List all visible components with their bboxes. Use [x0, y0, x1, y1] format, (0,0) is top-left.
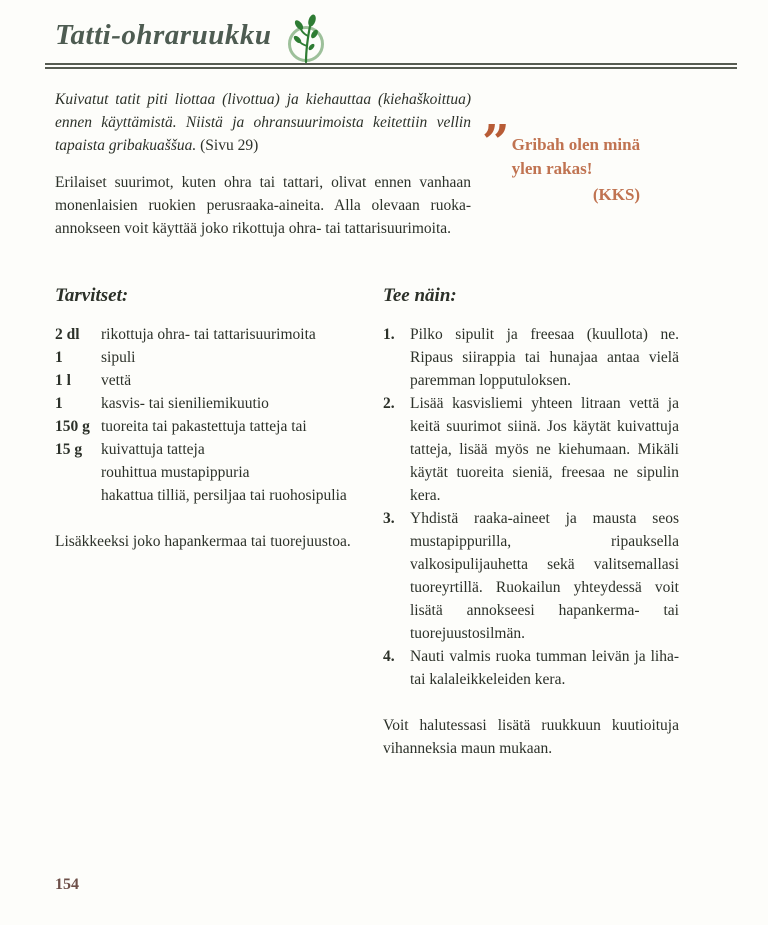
- page-number: 154: [55, 876, 79, 893]
- instruction-step: [383, 323, 679, 392]
- ingredients-list: [55, 323, 385, 507]
- instruction-step: [383, 507, 679, 645]
- ingredient-name: rouhittua mustapippuria: [101, 464, 250, 481]
- double-rule: [45, 63, 737, 69]
- quote-mark-icon: ”: [482, 115, 510, 171]
- sprout-icon: [283, 14, 329, 69]
- ingredient-row: [55, 484, 385, 507]
- ingredient-name: rikottuja ohra- tai tattarisuurimoita: [101, 326, 316, 343]
- ingredient-name: vettä: [101, 372, 132, 389]
- tip-note: Voit halutessasi lisätä ruukkuun kuutioituja vihanneksia maun mukaan.: [383, 717, 679, 757]
- ingredient-row: [55, 346, 385, 369]
- ingredient-name: tuoreita tai pakastettuja tatteja tai: [101, 418, 307, 435]
- ingredient-row: [55, 415, 385, 438]
- intro-italic-text: Kuivatut tatit piti liottaa (livottua) ja kiehauttaa (kiehaškoittua) ennen käyttämistä. Niistä ja ohransuurimoista keitettiin vellin tapaista gribakuaššua.: [55, 91, 471, 154]
- ingredient-quantity: 2 dl: [55, 326, 80, 343]
- quote-attribution: (KKS): [592, 185, 641, 204]
- ingredient-quantity: [55, 461, 101, 484]
- serving-note: Lisäkkeeksi joko hapankermaa tai tuorejuustoa.: [55, 533, 351, 550]
- description-paragraph: Erilaiset suurimot, kuten ohra tai tattari, olivat ennen vanhaan monenlaisien ruokien perusraaka-aineita. Alla olevaan ruoka-annokseen voit käyttää joko rikottuja ohra- tai tattarisuurimoita.: [55, 174, 471, 237]
- pull-quote: [482, 115, 641, 207]
- instructions-heading: Tee näin:: [383, 285, 457, 306]
- page-title: Tatti-ohraruukku: [55, 19, 272, 51]
- ingredient-name: kuivattuja tatteja: [101, 441, 205, 458]
- ingredient-quantity: 1 l: [55, 372, 71, 389]
- ingredient-quantity: 1: [55, 395, 63, 412]
- quote-line-2: ylen rakas!: [511, 159, 593, 178]
- instruction-step: [383, 392, 679, 507]
- ingredient-name: kasvis- tai sieniliemikuutio: [101, 395, 269, 412]
- lead-column: [55, 88, 471, 240]
- quote-line-1: Gribah olen minä: [511, 135, 641, 154]
- instructions-list: [383, 323, 679, 691]
- quote-text-block: [512, 126, 640, 207]
- ingredient-quantity: 1: [55, 349, 63, 366]
- title-row: [45, 14, 737, 60]
- step-text: Lisää kasvisliemi yhteen litraan vettä ja keitä suurimot siinä. Jos käytät kuivattuja tatteja, lisää myös ne kiehumaan. Mikäli käytät tuoreita sieniä, freesaa ne sipulin kera.: [410, 395, 679, 504]
- step-number: 2.: [383, 395, 395, 412]
- ingredient-row: [55, 323, 385, 346]
- ingredients-heading: Tarvitset:: [55, 285, 129, 306]
- ingredient-row: [55, 438, 385, 461]
- ingredient-name: hakattua tilliä, persiljaa tai ruohosipulia: [101, 487, 347, 504]
- instructions-section: [383, 285, 679, 760]
- step-number: 1.: [383, 326, 395, 343]
- intro-paragraph: [55, 88, 471, 157]
- ingredient-name: sipuli: [101, 349, 136, 366]
- ingredients-section: [55, 285, 385, 553]
- instruction-step: [383, 645, 679, 691]
- step-number: 4.: [383, 648, 395, 665]
- step-text: Yhdistä raaka-aineet ja mausta seos mustapippurilla, ripauksella valkosipulijauhetta sekä valitsemallasi tuoreyrtillä. Ruokailun yhteydessä voit lisätä annokseesi hapankerma- tai tuorejuustosilmän.: [410, 510, 679, 642]
- ingredient-row: [55, 369, 385, 392]
- ingredient-quantity: 15 g: [55, 441, 83, 458]
- step-number: 3.: [383, 510, 395, 527]
- step-text: Pilko sipulit ja freesaa (kuullota) ne. Ripaus siirappia tai hunajaa antaa vielä paremman lopputuloksen.: [410, 326, 679, 389]
- page-header: [45, 14, 737, 69]
- ingredient-quantity: [55, 484, 101, 507]
- step-text: Nauti valmis ruoka tumman leivän ja liha- tai kalaleikkeleiden kera.: [410, 648, 679, 688]
- intro-reference: (Sivu 29): [200, 137, 259, 154]
- ingredient-quantity: 150 g: [55, 418, 90, 435]
- ingredient-row: [55, 392, 385, 415]
- ingredient-row: [55, 461, 385, 484]
